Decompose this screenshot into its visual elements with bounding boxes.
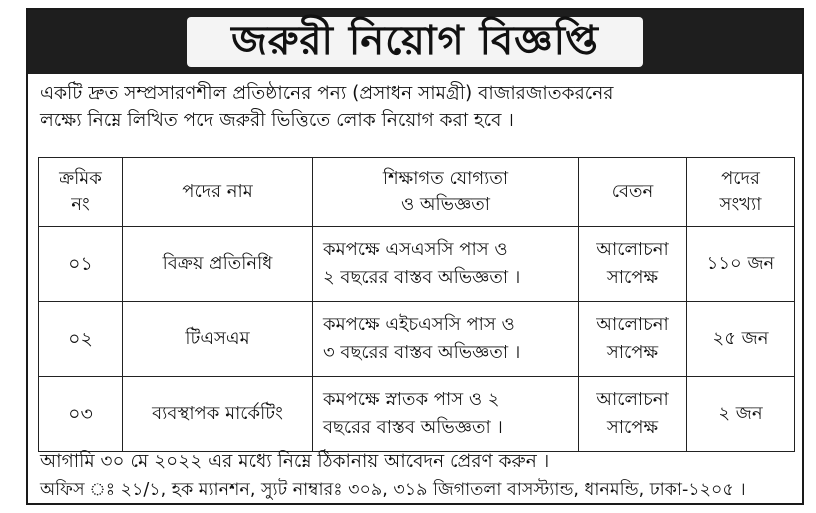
intro-paragraph	[40, 80, 790, 134]
row-serial: ০২	[39, 302, 123, 377]
banner-title-box	[187, 17, 643, 67]
application-deadline: আগামি ৩০ মে ২০২২ এর মধ্যে নিম্নে ঠিকানায় আবেদন প্রেরণ করুন ।	[40, 451, 550, 472]
row-serial: ০১	[39, 227, 123, 302]
row-count: ২৫ জন	[687, 302, 795, 377]
notice-title: জরুরী নিয়োগ বিজ্ঞপ্তি	[231, 17, 599, 64]
table-row	[39, 302, 795, 377]
intro-line-2: লক্ষ্যে নিম্নে লিখিত পদে জরুরী ভিত্তিতে লোক নিয়োগ করা হবে ।	[40, 110, 514, 131]
row-serial: ০৩	[39, 377, 123, 452]
row-salary: আলোচনা সাপেক্ষ	[579, 227, 687, 302]
header-qualification: শিক্ষাগত যোগ্যতা ও অভিজ্ঞতা	[313, 158, 579, 227]
row-qualification: কমপক্ষে স্নাতক পাস ও ২ বছরের বাস্তব অভিজ্ঞতা ।	[313, 377, 579, 452]
row-post: ব্যবস্থাপক মার্কেটিং	[123, 377, 313, 452]
table-header-row	[39, 158, 795, 227]
header-salary: বেতন	[579, 158, 687, 227]
notice-banner	[28, 10, 802, 74]
job-table	[38, 157, 795, 452]
office-address: অফিস ঃ ২১/১, হক ম্যানশন, স্যুট নাম্বারঃ ৩০৯, ৩১৯ জিগাতলা বাসস্ট্যান্ড, ধানমন্ডি, ঢাকা-১২০৫ ।	[40, 480, 746, 500]
row-qualification: কমপক্ষে এসএসসি পাস ও ২ বছরের বাস্তব অভিজ্ঞতা ।	[313, 227, 579, 302]
header-post: পদের নাম	[123, 158, 313, 227]
row-count: ১১০ জন	[687, 227, 795, 302]
row-post: টিএসএম	[123, 302, 313, 377]
row-qualification: কমপক্ষে এইচএসসি পাস ও ৩ বছরের বাস্তব অভিজ্ঞতা ।	[313, 302, 579, 377]
row-salary: আলোচনা সাপেক্ষ	[579, 302, 687, 377]
header-count: পদের সংখ্যা	[687, 158, 795, 227]
header-serial: ক্রমিক নং	[39, 158, 123, 227]
row-count: ২ জন	[687, 377, 795, 452]
row-post: বিক্রয় প্রতিনিধি	[123, 227, 313, 302]
table-row	[39, 377, 795, 452]
row-salary: আলোচনা সাপেক্ষ	[579, 377, 687, 452]
table-row	[39, 227, 795, 302]
intro-line-1: একটি দ্রুত সম্প্রসারণশীল প্রতিষ্ঠানের পন্য (প্রসাধন সামগ্রী) বাজারজাতকরনের	[40, 83, 614, 104]
job-notice-frame	[26, 8, 804, 505]
